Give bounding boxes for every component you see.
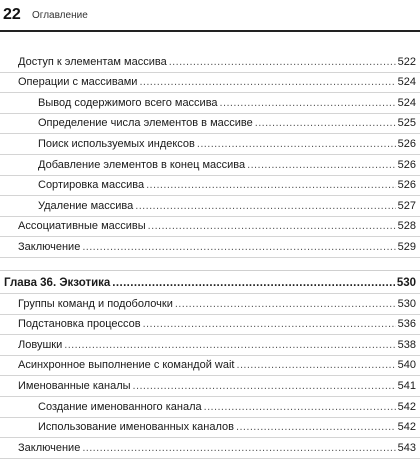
toc-entry-page: 526	[397, 137, 416, 150]
toc-subentry	[0, 93, 420, 114]
leader-dots	[169, 56, 396, 69]
toc-entry	[0, 438, 420, 459]
toc-entry-title: Вывод содержимого всего массива	[38, 96, 218, 109]
leader-dots	[197, 138, 396, 151]
toc-entry	[0, 335, 420, 356]
leader-dots	[143, 318, 396, 331]
toc-entry-page: 541	[397, 379, 416, 392]
leader-dots	[255, 117, 396, 130]
toc-entry-page: 528	[397, 220, 416, 233]
leader-dots	[64, 339, 395, 352]
toc-subentry	[0, 155, 420, 176]
toc-entry-page: 536	[397, 318, 416, 331]
toc-entry	[0, 376, 420, 397]
toc-entry-page: 538	[397, 338, 416, 351]
page-number: 22	[3, 6, 21, 23]
toc-subentry	[0, 196, 420, 217]
leader-dots	[135, 200, 395, 213]
leader-dots	[236, 359, 395, 372]
toc-entry-title: Группы команд и подоболочки	[18, 297, 173, 310]
leader-dots	[139, 76, 395, 89]
toc-entry	[0, 217, 420, 238]
toc-entry-page: 529	[397, 240, 416, 253]
leader-dots	[204, 401, 396, 414]
toc-entry-title: Создание именованного канала	[38, 400, 202, 413]
page-header	[0, 0, 420, 33]
toc-entry-page: 542	[397, 421, 416, 434]
toc-entry-title: Удаление массива	[38, 199, 134, 212]
toc-entry	[0, 237, 420, 258]
toc-entry	[0, 356, 420, 377]
toc-entry	[0, 52, 420, 73]
toc-subentry	[0, 418, 420, 439]
chapter-page: 530	[396, 276, 416, 289]
toc-entry-page: 526	[397, 158, 416, 171]
table-of-contents	[0, 52, 420, 459]
header-rule	[0, 30, 420, 32]
toc-entry-title: Определение числа элементов в массиве	[38, 117, 253, 130]
toc-entry-page: 524	[397, 96, 416, 109]
toc-entry-page: 526	[397, 179, 416, 192]
leader-dots	[220, 97, 396, 110]
leader-dots	[148, 220, 396, 233]
toc-entry-title: Операции с массивами	[18, 76, 138, 89]
leader-dots	[133, 380, 396, 393]
leader-dots	[236, 421, 396, 434]
toc-subentry	[0, 397, 420, 418]
toc-entry	[0, 294, 420, 315]
leader-dots	[112, 277, 395, 290]
toc-entry-title: Поиск используемых индексов	[38, 137, 195, 150]
leader-dots	[247, 159, 396, 172]
leader-dots	[82, 442, 395, 455]
toc-entry-title: Сортировка массива	[38, 179, 145, 192]
toc-entry-title: Асинхронное выполнение с командой wait	[18, 359, 235, 372]
toc-entry-title: Подстановка процессов	[18, 318, 141, 331]
toc-entry-title: Использование именованных каналов	[38, 421, 234, 434]
toc-entry-page: 542	[397, 400, 416, 413]
toc-entry-title: Ловушки	[18, 338, 63, 351]
toc-entry-page: 543	[397, 441, 416, 454]
running-title: Оглавление	[32, 10, 88, 21]
toc-entry-page: 530	[397, 297, 416, 310]
toc-entry-title: Именованные каналы	[18, 379, 131, 392]
toc-entry-title: Добавление элементов в конец массива	[38, 158, 246, 171]
chapter-title: Глава 36. Экзотика	[4, 276, 111, 289]
toc-subentry	[0, 114, 420, 135]
toc-chapter	[0, 270, 420, 294]
toc-entry	[0, 73, 420, 94]
toc-entry-page: 524	[397, 76, 416, 89]
toc-entry-page: 527	[397, 199, 416, 212]
leader-dots	[175, 298, 396, 311]
leader-dots	[82, 241, 395, 254]
toc-entry-page: 540	[397, 359, 416, 372]
toc-subentry	[0, 134, 420, 155]
toc-entry-page: 525	[397, 117, 416, 130]
toc-entry-title: Заключение	[18, 240, 81, 253]
toc-entry-title: Заключение	[18, 441, 81, 454]
toc-entry	[0, 315, 420, 336]
toc-entry-title: Ассоциативные массивы	[18, 220, 146, 233]
leader-dots	[146, 179, 396, 192]
toc-entry-title: Доступ к элементам массива	[18, 55, 167, 68]
toc-entry-page: 522	[397, 55, 416, 68]
toc-subentry	[0, 176, 420, 197]
